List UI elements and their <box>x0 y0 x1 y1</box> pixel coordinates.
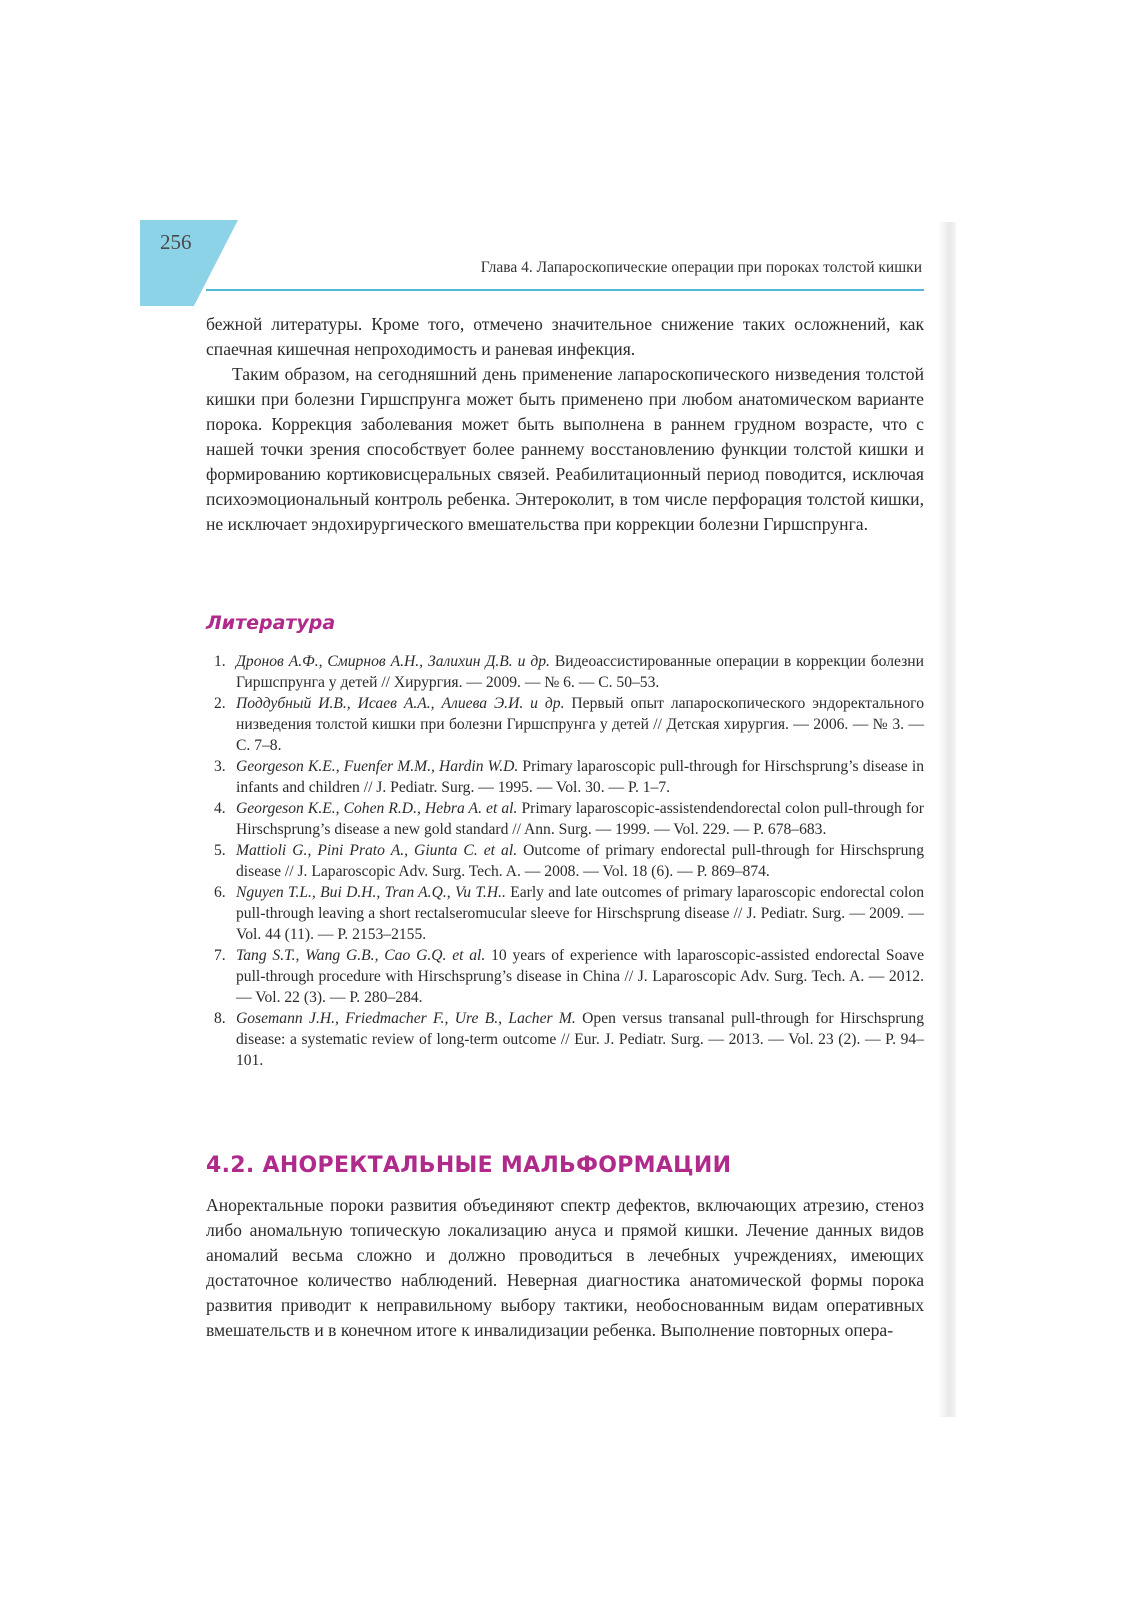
section-paragraph: Аноректальные пороки развития объединяют спектр дефектов, включающих атрезию, стеноз либо аномальную топическую локализацию ануса и прямой кишки. Лечение данных видов аномалий весьма сложно и должно проводиться в лечебных учреждениях, имеющих достаточное количество наблюдений. Неверная диагностика анатомической формы порока развития приводит к неправильному выбору тактики, необоснованным видам оперативных вмешательств и в конечном итоге к инвалидизации ребенка. Выполнение повторных опера- <box>206 1195 924 1340</box>
reference-number: 5. <box>214 842 226 859</box>
reference-number: 4. <box>214 800 226 817</box>
running-head: Глава 4. Лапароскопические операции при пороках толстой кишки <box>480 259 922 276</box>
reference-item <box>206 1008 924 1071</box>
reference-list <box>206 651 924 1071</box>
reference-text: Видеоассистированные операции в коррекции болезни Гиршспрунга у детей // Хирургия. — 2009. — № 6. — С. 50–53. <box>236 653 925 691</box>
intro-text <box>206 312 924 537</box>
literature-heading: Литература <box>206 612 336 634</box>
reference-authors: Gosemann J.H., Friedmacher F., Ure B., Lacher M. <box>236 1010 576 1027</box>
section-text <box>206 1193 924 1343</box>
reference-text: 10 years of experience with laparoscopic-assisted endorectal Soave pull-through procedure with Hirschsprung’s disease in China // J. Laparoscopic Adv. Surg. Tech. A. — 2012. — Vol. 22 (3). — P. 280–284. <box>236 947 924 1006</box>
reference-text: Open versus transanal pull-through for Hirschsprung disease: a systematic review of long-term outcome // Eur. J. Pediatr. Surg. — 2013. — Vol. 23 (2). — P. 94–101. <box>236 1010 924 1069</box>
reference-number: 7. <box>214 947 226 964</box>
reference-authors: Mattioli G., Pini Prato A., Giunta C. et al. <box>236 842 518 859</box>
reference-authors: Nguyen T.L., Bui D.H., Tran A.Q., Vu T.H.. <box>236 884 506 901</box>
reference-number: 6. <box>214 884 226 901</box>
reference-number: 3. <box>214 758 226 775</box>
reference-authors: Georgeson K.E., Fuenfer M.M., Hardin W.D. <box>236 758 519 775</box>
page-edge-shadow <box>938 222 956 1417</box>
reference-number: 1. <box>214 653 226 670</box>
reference-item <box>206 945 924 1008</box>
reference-text: Первый опыт лапароскопического эндоректального низведения толстой кишки при болезни Гиршспрунга у детей // Детская хирургия. — 2006. — № 3. — С. 7–8. <box>236 695 924 754</box>
reference-item <box>206 840 924 882</box>
reference-authors: Поддубный И.В., Исаев А.А., Алиева Э.И. и др. <box>236 695 565 712</box>
intro-paragraph-1: бежной литературы. Кроме того, отмечено значительное снижение таких осложнений, как спаечная кишечная непроходимость и раневая инфекция. <box>206 314 924 359</box>
reference-number: 2. <box>214 695 226 712</box>
reference-item <box>206 693 924 756</box>
reference-item <box>206 798 924 840</box>
section-heading: 4.2. АНОРЕКТАЛЬНЫЕ МАЛЬФОРМАЦИИ <box>206 1153 732 1178</box>
reference-item <box>206 882 924 945</box>
reference-item <box>206 756 924 798</box>
reference-authors: Tang S.T., Wang G.B., Cao G.Q. et al. <box>236 947 486 964</box>
reference-text: Primary laparoscopic-assistendendorectal colon pull-through for Hirschsprung’s disease a new gold standard // Ann. Surg. — 1999. — Vol. 229. — P. 678–683. <box>236 800 924 838</box>
reference-item <box>206 651 924 693</box>
reference-text: Early and late outcomes of primary laparoscopic endorectal colon pull-through leaving a short rectalseromucular sleeve for Hirschsprung disease // J. Pediatr. Surg. — 2009. — Vol. 44 (11). — P. 2153–2155. <box>236 884 924 943</box>
reference-number: 8. <box>214 1010 226 1027</box>
reference-authors: Дронов А.Ф., Смирнов А.Н., Залихин Д.В. и др. <box>236 653 550 670</box>
reference-authors: Georgeson K.E., Cohen R.D., Hebra A. et al. <box>236 800 518 817</box>
header-rule <box>206 289 924 291</box>
reference-text: Outcome of primary endorectal pull-through for Hirschsprung disease // J. Laparoscopic Adv. Surg. Tech. A. — 2008. — Vol. 18 (6). — P. 869–874. <box>236 842 924 880</box>
reference-text: Primary laparoscopic pull-through for Hirschsprung’s disease in infants and children // J. Pediatr. Surg. — 1995. — Vol. 30. — P. 1–7. <box>236 758 924 796</box>
intro-paragraph-2: Таким образом, на сегодняшний день применение лапароскопического низведения толстой кишки при болезни Гиршспрунга может быть применено при любом анатомическом варианте порока. Коррекция заболевания может быть выполнена в раннем грудном возрасте, что с нашей точки зрения способствует более раннему восстановлению функции толстой кишки и формированию кортиковисцеральных связей. Реабилитационный период поводится, исключая психоэмоциональный контроль ребенка. Энтероколит, в том числе перфорация толстой кишки, не исключает эндохирургического вмешательства при коррекции болезни Гиршспрунга. <box>206 364 924 534</box>
page-number: 256 <box>160 230 192 254</box>
